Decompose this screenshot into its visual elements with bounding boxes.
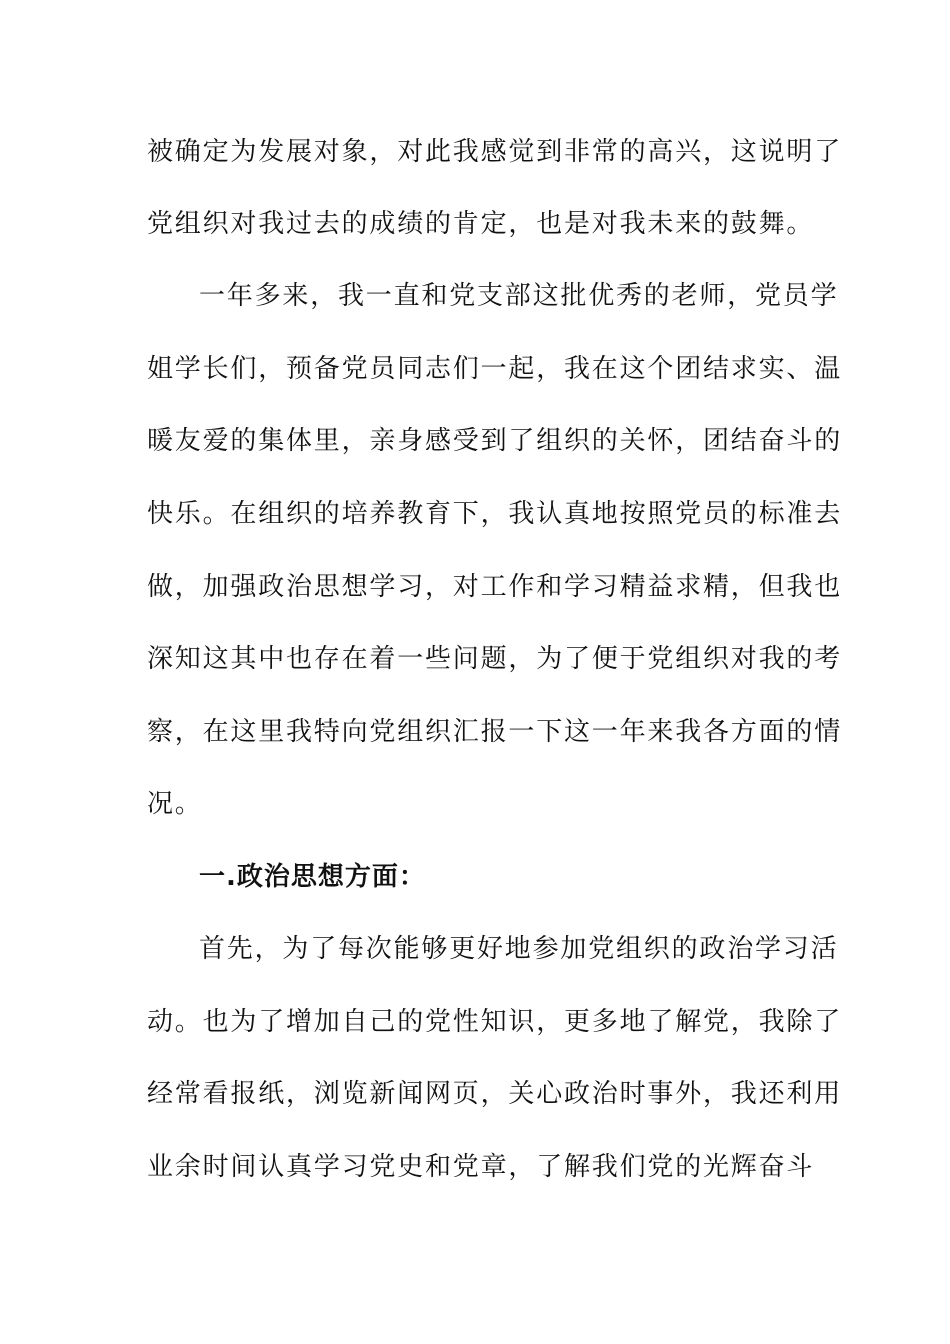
paragraph-line: 做，加强政治思想学习，对工作和学习精益求精，但我也	[147, 572, 843, 602]
paragraph-line: 况。	[147, 789, 203, 819]
paragraph-line: 经常看报纸，浏览新闻网页，关心政治时事外，我还利用	[147, 1079, 843, 1109]
paragraph-line: 业余时间认真学习党史和党章，了解我们党的光辉奋斗	[147, 1152, 815, 1182]
paragraph-first-line: 一年多来，我一直和党支部这批优秀的老师，党员学	[199, 281, 839, 311]
paragraph-first-line: 首先，为了每次能够更好地参加党组织的政治学习活	[199, 934, 839, 964]
paragraph-line: 暖友爱的集体里，亲身感受到了组织的关怀，团结奋斗的	[147, 426, 843, 456]
section-heading: 一.政治思想方面：	[199, 862, 426, 892]
paragraph-line: 快乐。在组织的培养教育下，我认真地按照党员的标准去	[147, 499, 843, 529]
paragraph-line: 姐学长们，预备党员同志们一起，我在这个团结求实、温	[147, 354, 843, 384]
paragraph-line: 被确定为发展对象，对此我感觉到非常的高兴，这说明了	[147, 137, 843, 167]
paragraph-line: 深知这其中也存在着一些问题，为了便于党组织对我的考	[147, 644, 843, 674]
paragraph-line: 察，在这里我特向党组织汇报一下这一年来我各方面的情	[147, 717, 843, 747]
paragraph-line: 党组织对我过去的成绩的肯定，也是对我未来的鼓舞。	[147, 209, 815, 239]
paragraph-line: 动。也为了增加自己的党性知识，更多地了解党，我除了	[147, 1007, 843, 1037]
